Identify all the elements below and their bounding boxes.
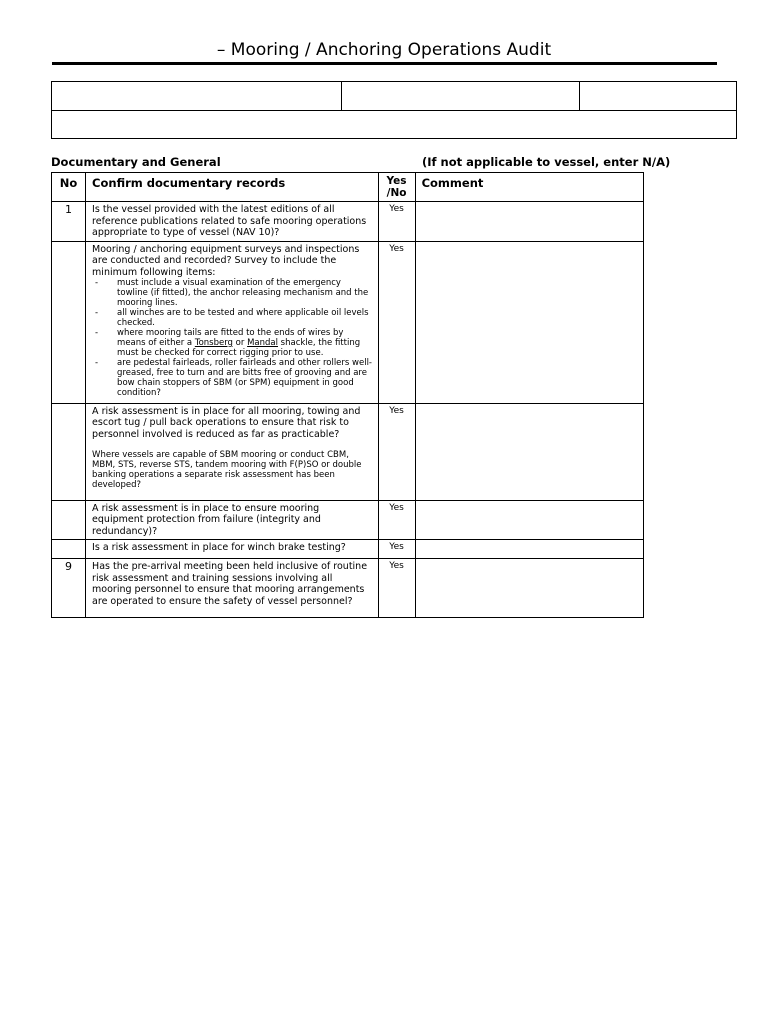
table-row: [52, 540, 644, 559]
survey-items-list: [92, 278, 373, 398]
header-no: No: [52, 173, 86, 202]
row-answer[interactable]: Yes: [389, 542, 404, 552]
row-note: Where vessels are capable of SBM mooring or conduct CBM, MBM, STS, reverse STS, tandem mooring with F(P)SO or double banking operations a separate risk assessment has been developed?: [92, 450, 362, 490]
table-row: [52, 559, 644, 618]
table-row: [52, 202, 644, 242]
header-field-3[interactable]: [580, 82, 737, 111]
row-question: Is a risk assessment in place for winch brake testing?: [86, 540, 378, 559]
table-header-row: [52, 173, 644, 202]
list-item: [92, 328, 373, 358]
row-number: 1: [65, 203, 73, 216]
header-field-2[interactable]: [342, 82, 580, 111]
bullet-text: where mooring tails are fitted to the ends of wires by means of either a: [117, 328, 344, 348]
row-question: A risk assessment is in place for all mooring, towing and escort tug / pull back operations to ensure that risk to personnel involved is reduced as far as practicable?: [92, 405, 361, 440]
row-question-cell: [86, 241, 378, 403]
row-comment[interactable]: [415, 241, 643, 403]
row-answer[interactable]: Yes: [389, 561, 404, 571]
row-answer[interactable]: Yes: [389, 243, 404, 254]
bullet-text: or: [232, 338, 248, 348]
row-number: [52, 404, 85, 406]
mandal-term: Mandal: [247, 338, 278, 348]
header-yes-no: Yes /No: [378, 173, 415, 202]
list-item: - all winches are to be tested and where applicable oil levels checked.: [92, 308, 373, 328]
section-heading-row: [51, 155, 731, 169]
section-heading: Documentary and General: [51, 155, 221, 169]
row-question: A risk assessment is in place to ensure mooring equipment protection from failure (integrity and redundancy)?: [86, 500, 378, 540]
table-row: [52, 500, 644, 540]
header-info-box: [51, 81, 737, 139]
row-comment[interactable]: [415, 500, 643, 540]
row-question: Mooring / anchoring equipment surveys and inspections are conducted and recorded? Survey to include the minimum following items:: [92, 243, 360, 278]
na-instruction: (If not applicable to vessel, enter N/A): [422, 155, 671, 169]
tonsberg-term: Tonsberg: [194, 338, 233, 348]
row-number: 9: [65, 560, 73, 573]
table-row: [52, 241, 644, 403]
row-number: [52, 540, 85, 542]
row-question: Is the vessel provided with the latest editions of all reference publications related to safe mooring operations appropriate to type of vessel (NAV 10)?: [86, 202, 378, 242]
row-comment[interactable]: [415, 403, 643, 500]
row-question: Has the pre-arrival meeting been held inclusive of routine risk assessment and training sessions involving all mooring personnel to ensure that mooring arrangements are operated to ensure the safety of vessel personnel?: [86, 559, 378, 618]
row-number: [52, 501, 85, 503]
row-number: [52, 242, 85, 244]
row-comment[interactable]: [415, 540, 643, 559]
row-question-cell: [86, 403, 378, 500]
bullet-text: shackle, the fitting must be checked for correct rigging prior to use.: [117, 338, 361, 358]
title-rule: [52, 62, 717, 65]
list-item: - must include a visual examination of the emergency towline (if fitted), the anchor releasing mechanism and the mooring lines.: [92, 278, 373, 308]
page-title: – Mooring / Anchoring Operations Audit: [216, 40, 552, 60]
row-comment[interactable]: [415, 559, 643, 618]
row-answer[interactable]: Yes: [389, 204, 404, 214]
header-field-1[interactable]: [52, 82, 342, 111]
row-comment[interactable]: [415, 202, 643, 242]
list-item: - are pedestal fairleads, roller fairleads and other rollers well-greased, free to turn and are bitts free of grooving and are bow chain stoppers of SBM (or SPM) equipment in good condition?: [92, 358, 373, 398]
row-answer[interactable]: Yes: [389, 502, 404, 513]
header-field-4[interactable]: [52, 111, 737, 139]
header-comment: Comment: [415, 173, 643, 202]
header-question: Confirm documentary records: [86, 173, 378, 202]
row-answer[interactable]: Yes: [389, 405, 404, 416]
audit-table: [51, 172, 644, 618]
table-row: [52, 403, 644, 500]
